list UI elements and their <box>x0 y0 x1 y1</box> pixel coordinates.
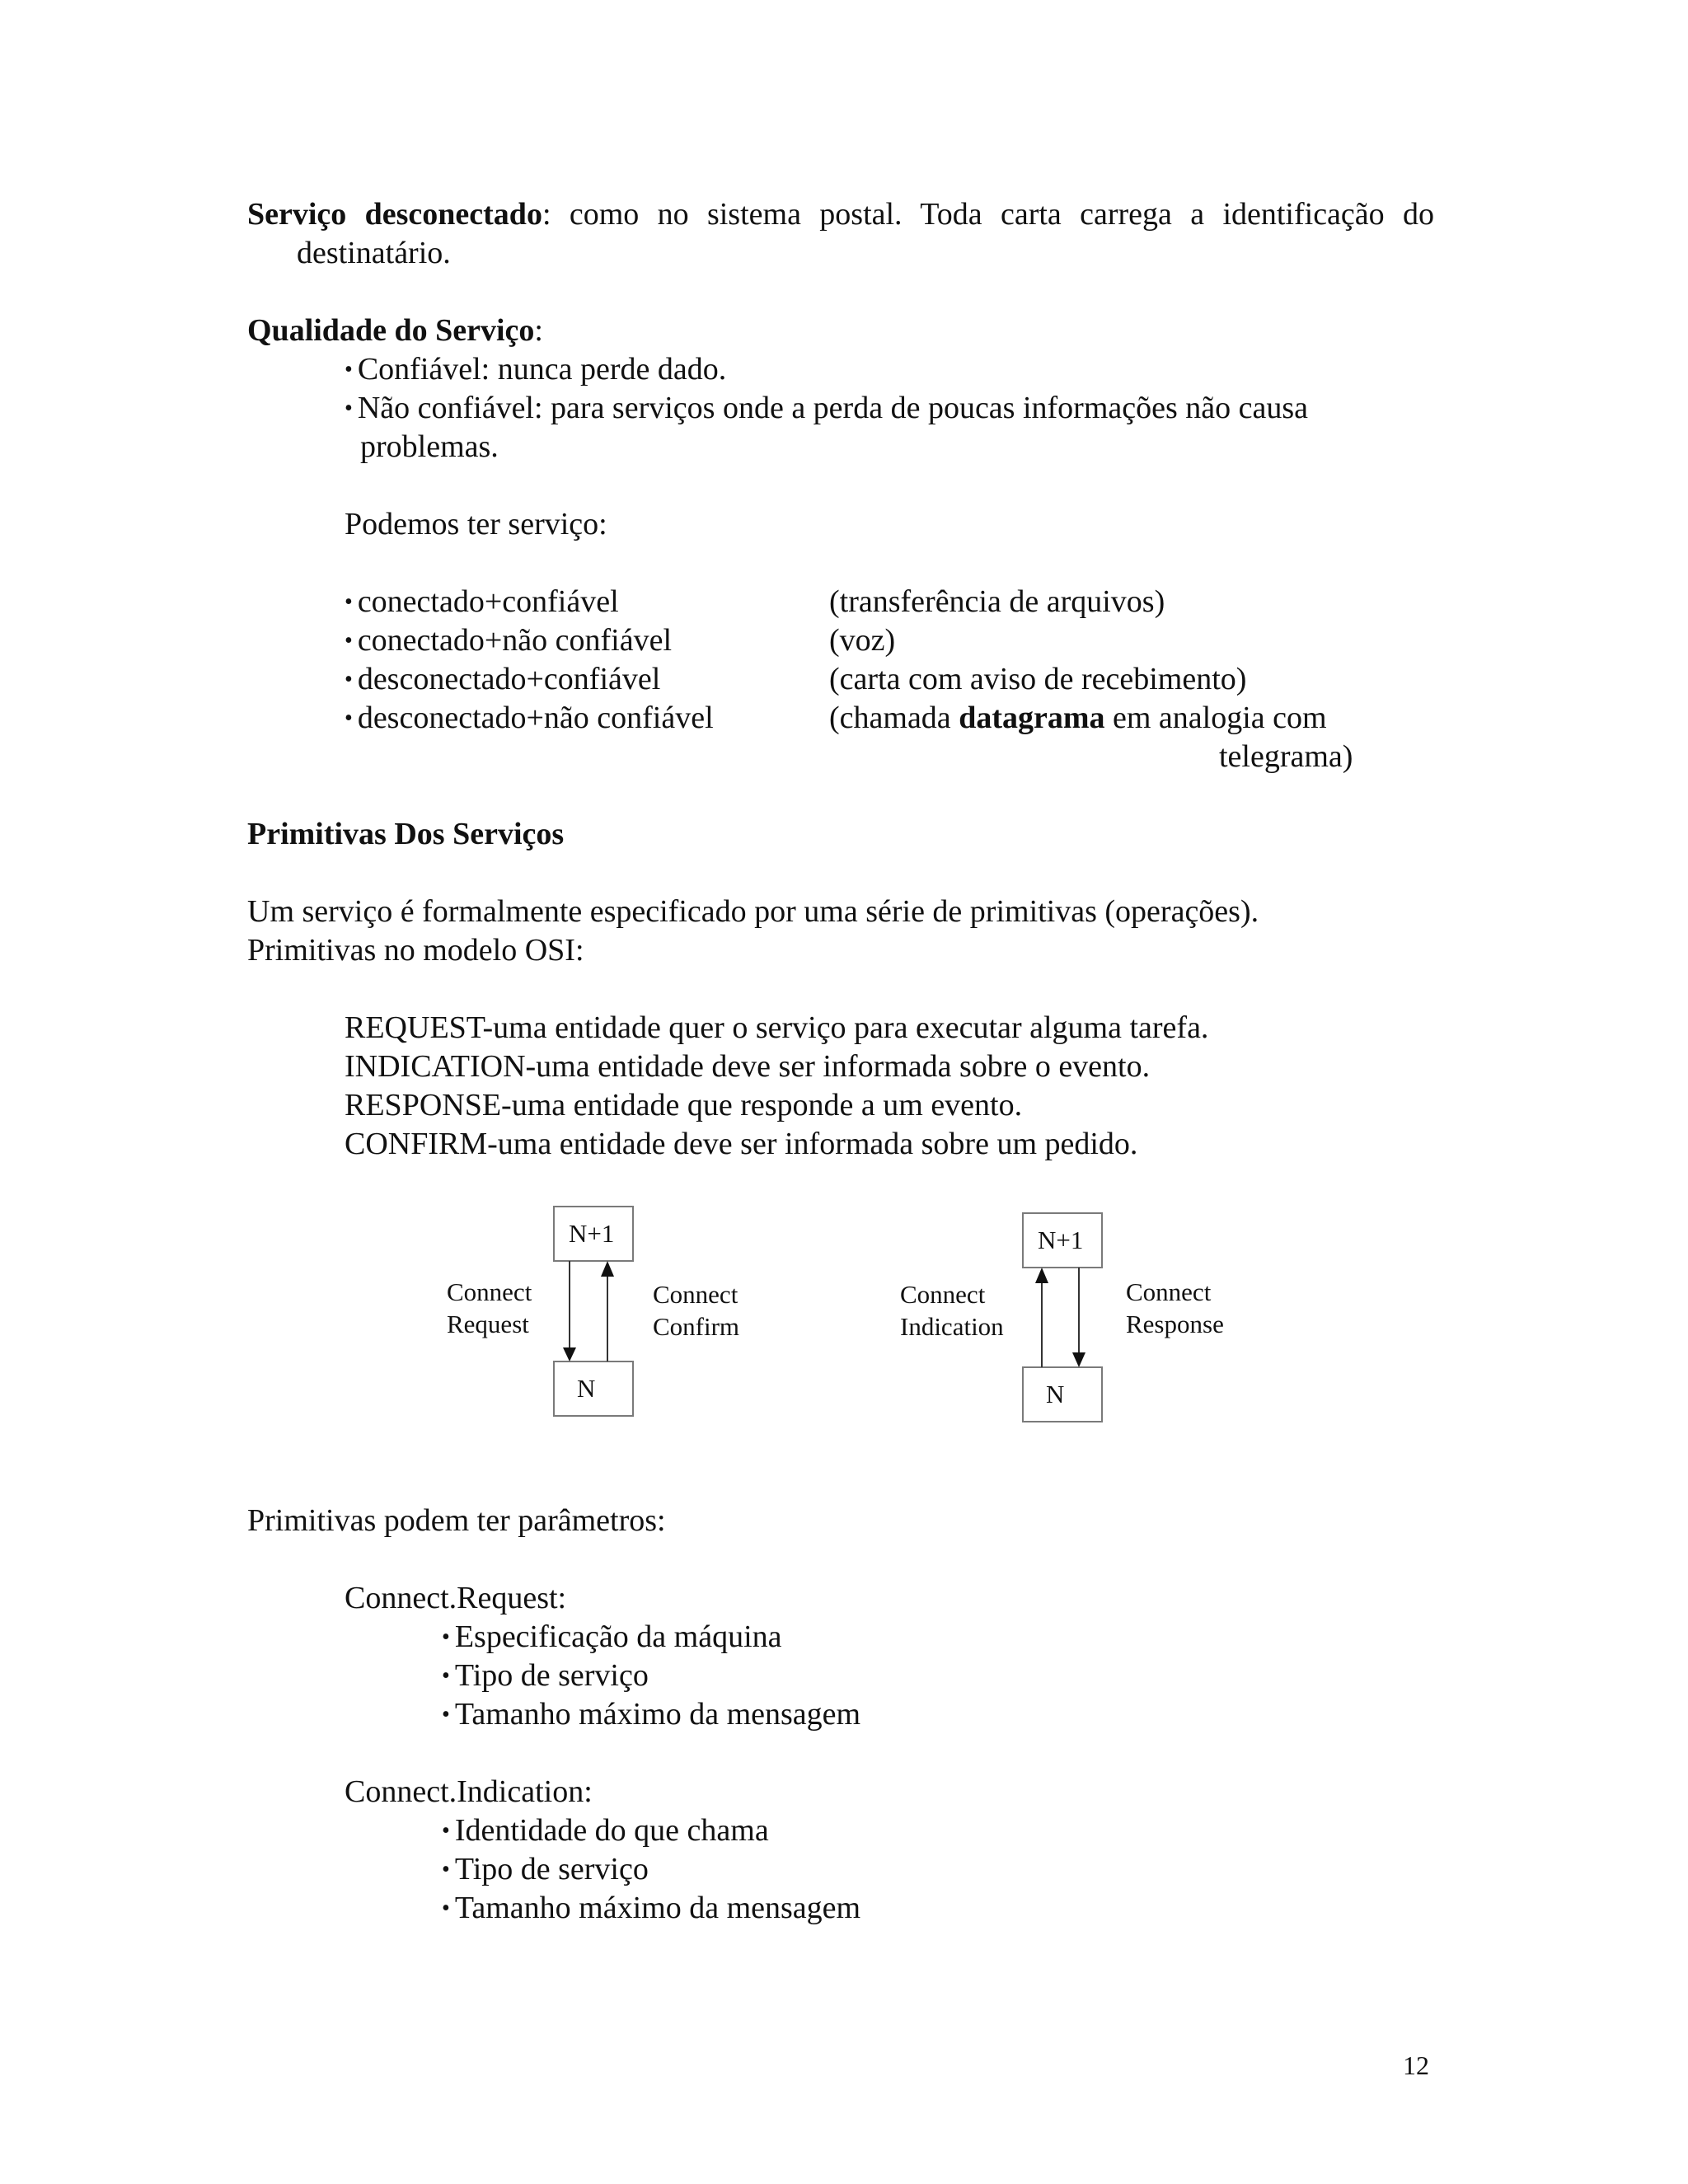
term-datagrama: datagrama <box>959 701 1105 735</box>
service-type-4: • desconectado+não confiável <box>345 699 714 740</box>
page-number: 12 <box>1403 2050 1429 2080</box>
arrowhead-down-left <box>563 1347 576 1361</box>
connect-indication-item-3: • Tamanho máximo da mensagem <box>442 1889 860 1930</box>
connect-request-item-1: • Especificação da máquina <box>442 1618 782 1659</box>
primitivas-p2: Primitivas no modelo OSI: <box>247 933 584 968</box>
definition-indication: INDICATION-uma entidade deve ser informada sobre o evento. <box>345 1049 1151 1084</box>
box-n-plus-1-left-label: N+1 <box>569 1219 615 1248</box>
group-connect-request-title: Connect.Request: <box>345 1581 567 1615</box>
term-servico-desconectado: Serviço desconectado <box>247 197 542 232</box>
heading-qualidade-colon: : <box>534 313 543 348</box>
label-connect-indication-1: Connect <box>900 1280 986 1309</box>
label-connect-indication-2: Indication <box>900 1312 1004 1341</box>
service-type-3: • desconectado+confiável <box>345 660 660 701</box>
definition-response: RESPONSE-uma entidade que responde a um evento. <box>345 1088 1023 1122</box>
box-n-left-label: N <box>577 1374 596 1403</box>
label-connect-request-1: Connect <box>447 1277 532 1306</box>
label-connect-confirm-1: Connect <box>653 1280 738 1309</box>
service-example-4-pre: (chamada <box>829 701 959 735</box>
qualidade-bullet-2: • Não confiável: para serviços onde a perda de poucas informações não causa <box>345 389 1308 430</box>
qualidade-bullet-2-continuation: problemas. <box>360 429 499 464</box>
service-type-1: • conectado+confiável <box>345 583 619 624</box>
label-connect-response-2: Response <box>1126 1310 1224 1338</box>
diagram-right <box>900 1213 1224 1422</box>
connect-request-item-2: • Tipo de serviço <box>442 1657 649 1698</box>
servico-desconectado-text: : como no sistema postal. Toda carta carrega a identificação do <box>542 197 1434 232</box>
connect-indication-item-2: • Tipo de serviço <box>442 1850 649 1891</box>
qualidade-bullet-1: • Confiável: nunca perde dado. <box>345 350 726 391</box>
primitivas-p1: Um serviço é formalmente especificado por uma série de primitivas (operações). <box>247 894 1259 929</box>
definition-confirm: CONFIRM-uma entidade deve ser informada sobre um pedido. <box>345 1127 1138 1161</box>
definition-request: REQUEST-uma entidade quer o serviço para executar alguma tarefa. <box>345 1010 1209 1045</box>
service-example-4-post: em analogia com <box>1104 701 1327 735</box>
label-connect-response-1: Connect <box>1126 1277 1212 1306</box>
arrowhead-up-left <box>601 1261 614 1277</box>
parametros-intro: Primitivas podem ter parâmetros: <box>247 1503 666 1538</box>
heading-qualidade-text: Qualidade do Serviço <box>247 313 535 348</box>
podemos-intro: Podemos ter serviço: <box>345 507 607 541</box>
arrowhead-down-right <box>1072 1352 1085 1367</box>
service-example-2: (voz) <box>829 623 896 658</box>
group-connect-indication-title: Connect.Indication: <box>345 1774 593 1809</box>
arrowhead-up-right <box>1035 1268 1048 1283</box>
heading-primitivas-text: Primitivas Dos Serviços <box>247 817 565 851</box>
service-example-1: (transferência de arquivos) <box>829 584 1165 619</box>
connect-request-item-3: • Tamanho máximo da mensagem <box>442 1695 860 1736</box>
label-connect-confirm-2: Confirm <box>653 1312 740 1341</box>
service-type-2: • conectado+não confiável <box>345 621 672 663</box>
label-connect-request-2: Request <box>447 1310 529 1338</box>
servico-desconectado-continuation: destinatário. <box>297 236 451 270</box>
service-example-4-continuation: telegrama) <box>1219 739 1353 774</box>
service-example-3: (carta com aviso de recebimento) <box>829 662 1247 696</box>
diagram-left <box>447 1207 739 1416</box>
box-n-right-label: N <box>1046 1380 1065 1408</box>
box-n-plus-1-right-label: N+1 <box>1038 1226 1084 1254</box>
connect-indication-item-1: • Identidade do que chama <box>442 1811 769 1853</box>
